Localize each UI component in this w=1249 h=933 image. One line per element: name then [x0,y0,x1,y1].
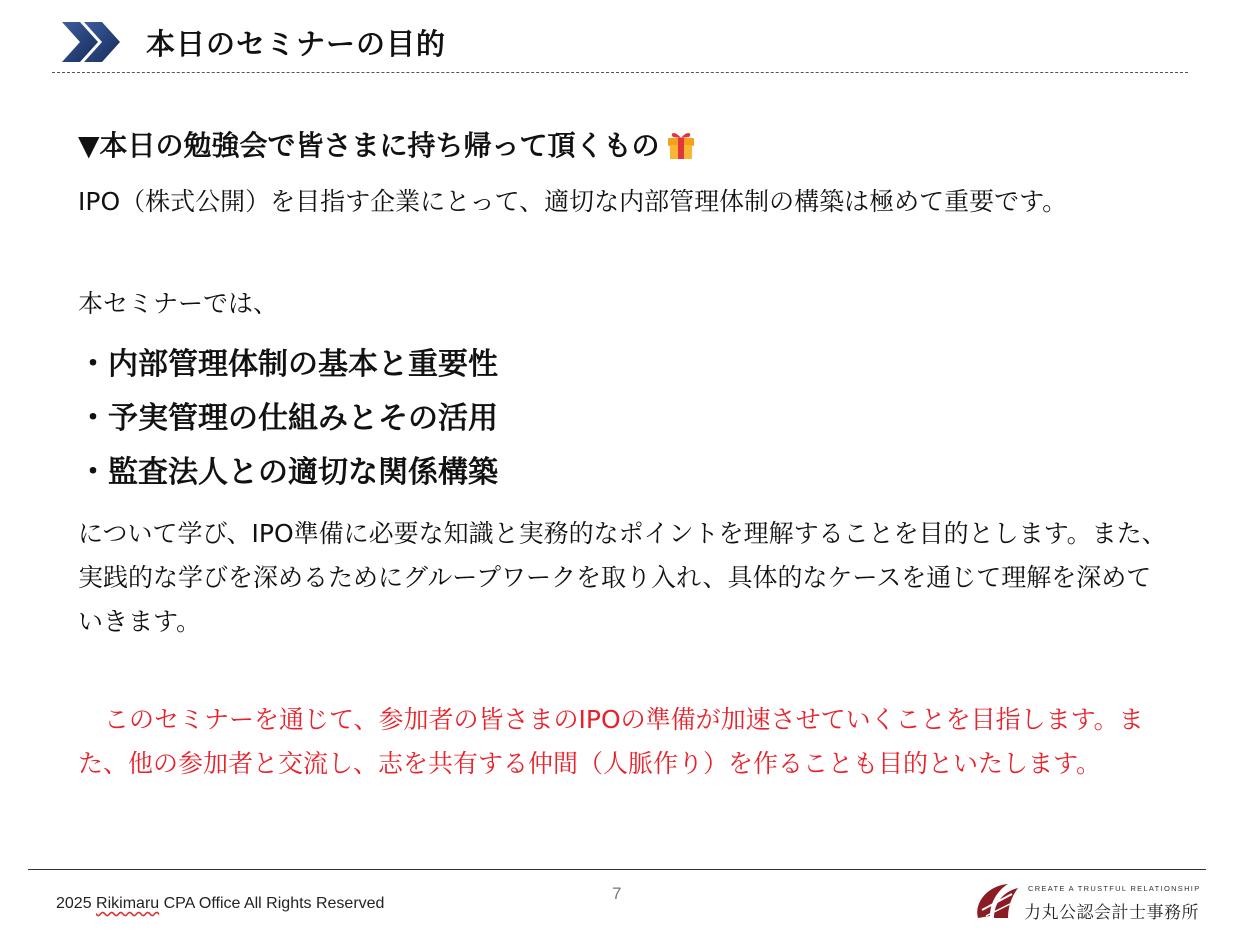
section-subheading [78,124,696,164]
copyright-suffix: CPA Office All Rights Reserved [159,895,385,912]
page-title: 本日のセミナーの目的 [146,27,447,61]
key-point-item: ・予実管理の仕組みとその活用 [78,401,498,436]
slide-header [0,0,1249,80]
copyright-notice [56,895,384,913]
key-point-item: ・監査法人との適切な関係構築 [78,455,498,490]
logo-company-name: 力丸公認会計士事務所 [1024,903,1199,923]
copyright-prefix: 2025 [56,895,97,912]
key-point-item: ・内部管理体制の基本と重要性 [78,347,498,382]
double-chevron-icon [62,22,124,62]
copyright-company: Rikimaru [96,895,160,912]
rikimaru-logo-icon [972,880,1020,924]
company-logo [972,878,1202,926]
intro-paragraph: IPO（株式公開）を目指す企業にとって、適切な内部管理体制の構築は極めて重要です。 [78,187,1068,216]
highlight-paragraph: このセミナーを通じて、参加者の皆さまのIPOの準備が加速させていくことを目指します。また、他の参加者と交流し、志を共有する仲間（人脈作り）を作ることも目的といたします。 [78,705,1144,778]
detail-paragraph: について学び、IPO準備に必要な知識と実務的なポイントを理解することを目的とします。また、実践的な学びを深めるためにグループワークを取り入れ、具体的なケースを通じて理解を深めていきます。 [78,519,1167,636]
subheading-text: ▼本日の勉強会で皆さまに持ち帰って頂くもの [78,129,660,162]
footer-divider [28,869,1206,870]
lead-text: 本セミナーでは、 [78,289,279,318]
key-points-list [78,338,498,500]
header-divider [52,72,1188,73]
logo-tagline: CREATE A TRUSTFUL RELATIONSHIP [1028,884,1201,893]
page-number: 7 [612,884,622,903]
gift-icon [666,128,696,160]
